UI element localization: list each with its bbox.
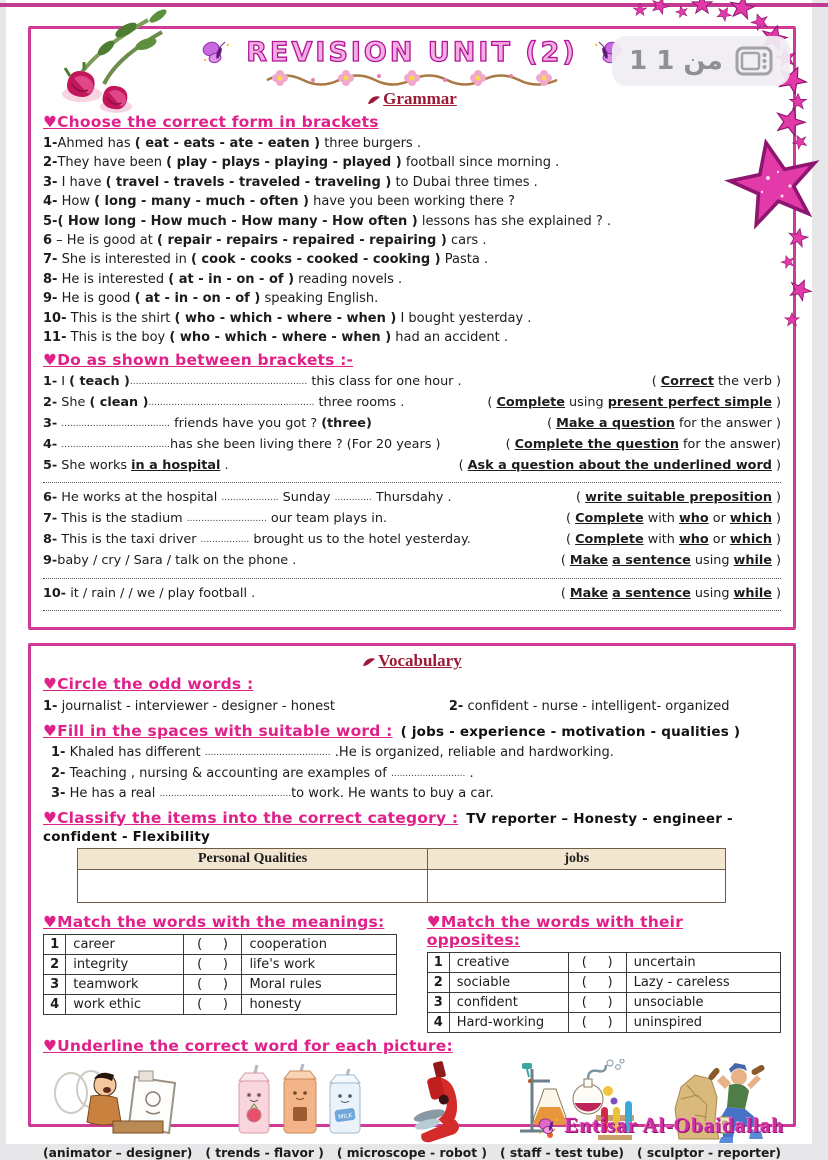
butterfly-icon — [202, 41, 232, 65]
worksheet-line: 7- This is the stadium ............................ our team plays in. ( Complete with who or which ) — [43, 511, 781, 527]
worksheet-line: 1-Ahmed has ( eat - eats - ate - eaten ) three burgers . — [43, 136, 421, 151]
flourish-icon — [362, 656, 376, 668]
worksheet-line: 6- He works at the hospital .................... Sunday ............. Thursdahy . ( write suitable preposition ) — [43, 490, 781, 506]
worksheet-line: 8- He is interested ( at - in - on - of ) reading novels . — [43, 271, 403, 287]
answer-brackets[interactable]: ( ) — [183, 974, 242, 994]
classify-cell-jobs[interactable] — [428, 869, 726, 902]
odd-words-item-2: 2- confident - nurse - intelligent- organized — [448, 699, 730, 714]
worksheet-line: 11- This is the boy ( who - which - where - when ) had an accident . — [43, 330, 508, 346]
classify-word-bank: TV reporter – Honesty - engineer - confident - Flexibility — [43, 810, 733, 845]
worksheet-line: 3- ...................................... friends have you got ? (three) ( Make a question for the answer ) — [43, 416, 781, 432]
match-opposites-table — [427, 952, 781, 1033]
worksheet-line: 5- She works in a hospital . ( Ask a question about the underlined word ) — [43, 457, 781, 473]
worksheet-line: 7- She is interested in ( cook - cooks - cooked - cooking ) Pasta . — [43, 252, 489, 268]
fill-word-bank: ( jobs - experience - motivation - qualities ) — [400, 724, 741, 740]
worksheet-line: 9-baby / cry / Sara / talk on the phone . ( Make a sentence using while ) — [43, 552, 781, 568]
worksheet-line: 1- I ( teach ).............................................................. this class for one hour . ( Correct the verb ) — [43, 374, 781, 390]
match-section — [43, 909, 781, 1033]
worksheet-line: 2-They have been ( play - plays - playing - played ) football since morning . — [43, 155, 560, 171]
animator-picture — [43, 1063, 201, 1143]
worksheet-line: 4- ......................................has she been living there ? (For 20 years ) ( Complete the question for the answer) — [43, 436, 781, 452]
match-row: 2 sociable ( ) Lazy - careless — [427, 972, 780, 992]
worksheet-line: 8- This is the taxi driver ................. brought us to the hotel yesterday. ( Complete with who or which ) — [43, 532, 781, 548]
dotted-separator — [43, 482, 781, 483]
match-opposites-heading: ♥Match the words with their opposites: — [426, 912, 684, 949]
match-row: 4 work ethic ( ) honesty — [44, 994, 397, 1014]
answer-brackets[interactable]: ( ) — [183, 994, 242, 1014]
roses-decoration — [30, 6, 180, 118]
match-row: 2 integrity ( ) life's work — [44, 954, 397, 974]
picture-labels-row — [43, 1146, 781, 1160]
match-opposites-col — [427, 909, 781, 1033]
fill-list — [43, 743, 781, 805]
odd-words-item-1: 1- journalist - interviewer - designer - honest — [43, 699, 336, 714]
classify-col-qualities: Personal Qualities — [78, 848, 428, 869]
flourish-icon — [367, 94, 381, 106]
answer-brackets[interactable]: ( ) — [568, 972, 626, 992]
match-meanings-heading: ♥Match the words with the meanings: — [43, 912, 385, 931]
answer-brackets[interactable]: ( ) — [568, 952, 626, 972]
page-indicator-pill[interactable] — [612, 36, 790, 86]
worksheet-line: 1- Khaled has different ............................................ .He is organized, reliable and hardworking. — [51, 745, 614, 760]
worksheet-line: 5-( How long - How much - How many - How often ) lessons has she explained ? . — [43, 213, 612, 229]
signature-text: Entisar Al-Obaidallah — [564, 1113, 784, 1137]
answer-brackets[interactable]: ( ) — [568, 1012, 626, 1032]
vocabulary-box — [28, 643, 796, 1160]
worksheet-line: 3- I have ( travel - travels - traveled - traveling ) to Dubai three times . — [43, 174, 538, 190]
picture-label: ( trends - flavor ) — [205, 1145, 324, 1160]
match-row: 4 Hard-working ( ) uninspired — [427, 1012, 780, 1032]
match-row: 3 confident ( ) unsociable — [427, 992, 780, 1012]
pages-reader-icon — [735, 46, 773, 76]
vocabulary-header: Vocabulary — [43, 651, 781, 671]
classify-col-jobs: jobs — [428, 848, 726, 869]
picture-label: (animator – designer) — [43, 1145, 193, 1160]
svg-text:MILK: MILK — [337, 1111, 353, 1121]
fill-heading: ♥Fill in the spaces with suitable word : ( jobs - experience - motivation - qualities ) — [43, 722, 741, 740]
flower-garland-divider — [262, 68, 562, 88]
choose-heading: ♥Choose the correct form in brackets — [43, 113, 379, 131]
answer-brackets[interactable]: ( ) — [568, 992, 626, 1012]
match-meanings-col — [43, 909, 397, 1033]
worksheet-line: 4- How ( long - many - much - often ) have you been working there ? — [43, 194, 515, 210]
match-row: 3 teamwork ( ) Moral rules — [44, 974, 397, 994]
classify-table — [77, 848, 726, 903]
microscope-picture — [392, 1061, 484, 1143]
worksheet-line: 2- She ( clean ).......................................................... three rooms . ( Complete using present perfect simple ) — [43, 395, 781, 411]
classify-cell-qualities[interactable] — [78, 869, 428, 902]
classify-heading: ♥Classify the items into the correct category : TV reporter – Honesty - engineer - confident - Flexibility — [43, 808, 733, 845]
answer-brackets[interactable]: ( ) — [183, 934, 242, 954]
match-row: 1 career ( ) cooperation — [44, 934, 397, 954]
picture-label: ( staff - test tube) — [499, 1145, 625, 1160]
worksheet-line: 2- Teaching , nursing & accounting are examples of .......................... . — [51, 765, 474, 781]
dotted-separator — [43, 610, 781, 611]
odd-words-heading: ♥Circle the odd words : — [43, 675, 254, 693]
author-signature — [538, 1113, 784, 1138]
page-indicator-text: 1 من 1 — [629, 46, 723, 76]
worksheet-line: 6 – He is good at ( repair - repairs - repaired - repairing ) cars . — [43, 233, 487, 249]
do-brackets-heading: ♥Do as shown between brackets :- — [43, 351, 354, 370]
worksheet-line: 10- it / rain / / we / play football . ( Make a sentence using while ) — [43, 585, 781, 601]
match-row: 1 creative ( ) uncertain — [427, 952, 780, 972]
do-brackets-list — [43, 372, 781, 611]
worksheet-line: 9- He is good ( at - in - on - of ) speaking English. — [43, 291, 379, 307]
picture-label: ( sculptor - reporter) — [637, 1145, 781, 1160]
butterfly-icon — [538, 1116, 560, 1136]
odd-words-line — [43, 696, 781, 718]
answer-brackets[interactable]: ( ) — [183, 954, 242, 974]
dotted-separator — [43, 578, 781, 579]
worksheet-line: 3- He has a real ..............................................to work. He wants to buy a car. — [51, 786, 494, 801]
picture-label: ( microscope - robot ) — [336, 1145, 487, 1160]
pictures-heading: ♥Underline the correct word for each picture: — [43, 1036, 453, 1055]
worksheet-line: 10- This is the shirt ( who - which - where - when ) I bought yesterday . — [43, 310, 532, 326]
match-meanings-table — [43, 934, 397, 1015]
grammar-header: Grammar — [43, 89, 781, 109]
milk-cartons-picture — [227, 1063, 367, 1143]
page-title: REVISION UNIT (2) — [246, 37, 578, 68]
